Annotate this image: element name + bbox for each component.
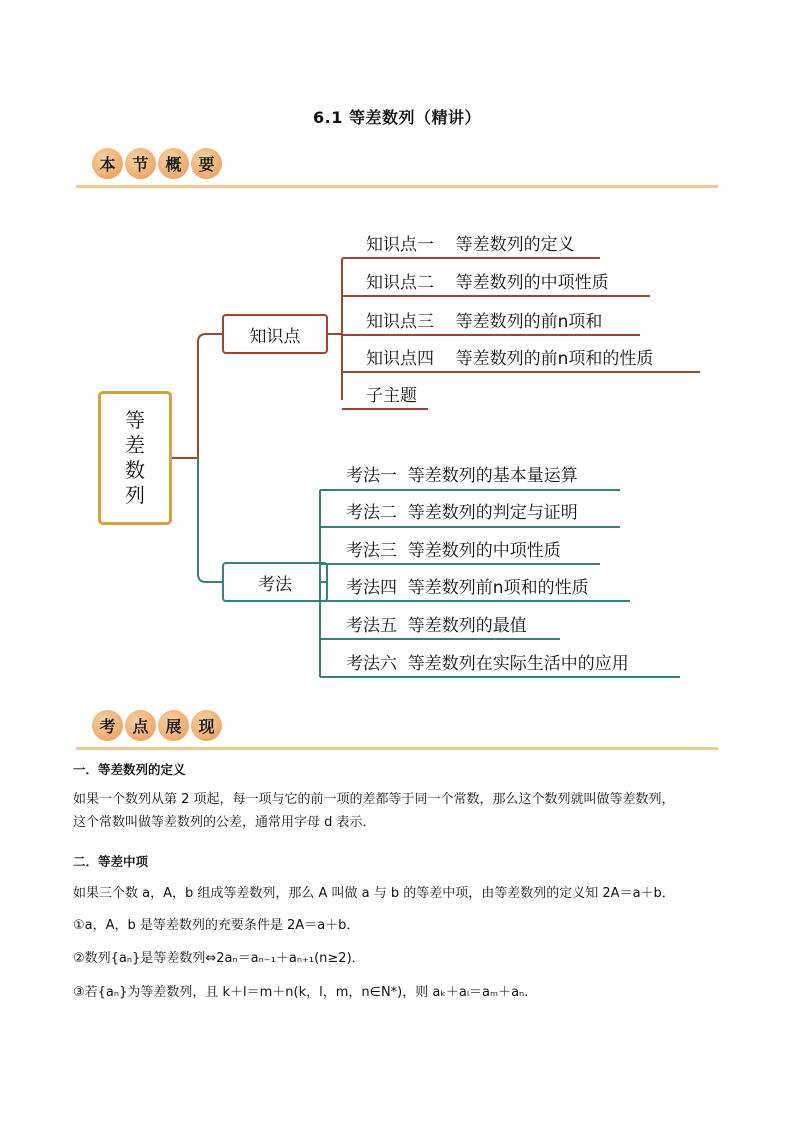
root-char: 差 [125, 433, 145, 457]
middle-term-paragraph [73, 884, 723, 904]
header-char: 点 [125, 710, 156, 741]
paragraph-line: ①a，A，b 是等差数列的充要条件是 2A＝a＋b． [73, 918, 360, 933]
root-node [98, 391, 172, 525]
root-char: 列 [125, 483, 145, 507]
methods-node: 考法 [222, 562, 328, 602]
knowledge-leaf: 知识点三 等差数列的前n项和 [366, 312, 603, 332]
header-char: 要 [191, 148, 222, 179]
paragraph-line: ③若{aₙ}为等差数列，且 k＋l＝m＋n(k，l，m，n∈N*)，则 aₖ＋aₗ＝aₘ＋aₙ. [73, 985, 529, 1000]
header-char: 展 [158, 710, 189, 741]
paragraph-line: ②数列{aₙ}是等差数列⇔2aₙ＝aₙ₋₁＋aₙ₊₁(n≥2)． [73, 951, 365, 966]
middle-term-heading [73, 852, 723, 872]
knowledge-leaf: 知识点一 等差数列的定义 [366, 235, 575, 255]
definition-paragraph [73, 790, 723, 833]
header-char: 节 [125, 148, 156, 179]
section-heading: 二．等差中项 [73, 854, 149, 869]
header-char: 考 [92, 710, 123, 741]
definition-heading [73, 760, 723, 780]
property-3 [73, 983, 723, 1003]
knowledge-leaf: 知识点四 等差数列的前n项和的性质 [366, 349, 654, 369]
header-char: 现 [191, 710, 222, 741]
section-header-points [76, 710, 718, 750]
method-leaf: 考法六 等差数列在实际生活中的应用 [346, 654, 629, 674]
header-char: 概 [158, 148, 189, 179]
property-2 [73, 949, 723, 969]
paragraph-line: 如果三个数 a，A，b 组成等差数列，那么 A 叫做 a 与 b 的等差中项，由等差数列的定义知 2A＝a＋b． [73, 886, 675, 901]
header-rule [76, 747, 718, 750]
document-title: 6.1 等差数列（精讲） [313, 108, 481, 127]
section-heading: 一．等差数列的定义 [73, 762, 186, 777]
method-leaf: 考法五 等差数列的最值 [346, 616, 527, 636]
property-1 [73, 916, 723, 936]
method-leaf: 考法三 等差数列的中项性质 [346, 541, 561, 561]
paragraph-line: 这个常数叫做等差数列的公差，通常用字母 d 表示． [73, 815, 376, 830]
method-leaf: 考法二 等差数列的判定与证明 [346, 503, 578, 523]
header-char: 本 [92, 148, 123, 179]
method-leaf: 考法一 等差数列的基本量运算 [346, 466, 578, 486]
knowledge-leaf: 知识点二 等差数列的中项性质 [366, 273, 609, 293]
knowledge-node: 知识点 [222, 314, 328, 354]
method-leaf: 考法四 等差数列前n项和的性质 [346, 578, 589, 598]
root-char: 等 [125, 408, 145, 432]
root-char: 数 [125, 458, 145, 482]
knowledge-leaf: 子主题 [366, 386, 417, 406]
paragraph-line: 如果一个数列从第 2 项起，每一项与它的前一项的差都等于同一个常数，那么这个数列就叫做等差数列， [73, 792, 675, 807]
